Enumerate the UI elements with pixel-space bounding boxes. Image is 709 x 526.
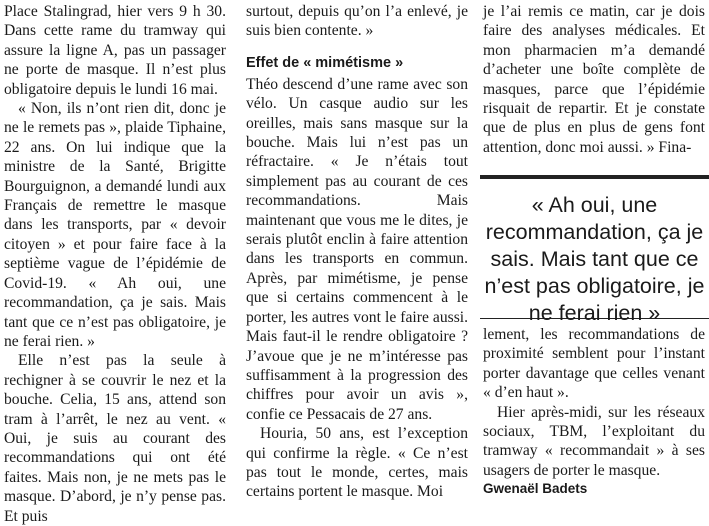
paragraph: Elle n’est pas la seule à rechigner à se couvrir le nez et la bouche. Celia, 15 ans, attend son tram à l’arrêt, le nez au vent. « Oui, je suis au courant des recommandations qui ont été faites. Mais non, je ne mets pas le masque. D’abord, je n’y pense pas. Et puis — [4, 352, 226, 525]
paragraph: Houria, 50 ans, est l’exception qui confirme la règle. « Ce n’est pas tout le monde, certes, mais certains portent le masque. Moi — [246, 425, 468, 501]
pull-quote: « Ah oui, une recommandation, ça je sais. Mais tant que ce n’est pas obligatoire, je ne ferai rien » — [480, 175, 709, 319]
article-column-3 — [483, 2, 705, 157]
article-column-2 — [246, 2, 468, 502]
section-subheading: Effet de « mimétisme » — [246, 54, 404, 71]
author-signature: Gwenaël Badets — [483, 481, 588, 497]
paragraph: Théo descend d’une rame avec son vélo. Un casque audio sur les oreilles, mais sans masque sur la bouche. Mais lui n’est pas un réfractaire. « Je n’étais tout simplement pas au courant de ces recommandations. Mais maintenant que vous me le dites, je serais plutôt enclin à faire attention dans les transports en commun. Après, par mimétisme, je pense que si certains commencent à le porter, les autres vont le faire aussi. Mais faut-il le rendre obligatoire ? J’avoue que je ne m’intéresse pas suffisamment à la progression des chiffres pour avoir un avis », confie ce Pessacais de 27 ans. — [246, 75, 468, 423]
paragraph: Place Stalingrad, hier vers 9 h 30. Dans cette rame du tramway qui assure la ligne A, pas un passager ne porte de masque. Il n’est plus obligatoire depuis le lundi 16 mai. — [4, 3, 226, 98]
paragraph: lement, les recommandations de proximité semblent pour l’instant porter davantage que celles venant « d’en haut ». — [483, 326, 705, 402]
paragraph: « Non, ils n’ont rien dit, donc je ne le remets pas », plaide Tiphaine, 22 ans. On lui indique que la ministre de la Santé, Brigitte Bourguignon, a demandé lundi aux Français de remettre le masque dans les transports, par « devoir citoyen » et pour faire face à la septième vague de l’épidémie de Covid-19. « Ah oui, une recommandation, ça je sais. Mais tant que ce n’est pas obligatoire, je ne ferai rien. » — [4, 100, 226, 350]
article-column-3-continued — [483, 325, 705, 498]
paragraph: Hier après-midi, sur les réseaux sociaux, TBM, l’exploitant du tramway « recommandait » à ses usagers de porter le masque. — [483, 403, 705, 479]
paragraph: surtout, depuis qu’on l’a enlevé, je suis bien contente. » — [246, 3, 468, 40]
paragraph: je l’ai remis ce matin, car je dois faire des analyses médicales. Et mon pharmacien m’a demandé d’acheter une boîte complète de masques, parce que l’épidémie risquait de repartir. Et je constate que de plus en plus de gens font attention, donc moi aussi. » Fina- — [483, 3, 705, 156]
article-column-1 — [4, 2, 226, 526]
